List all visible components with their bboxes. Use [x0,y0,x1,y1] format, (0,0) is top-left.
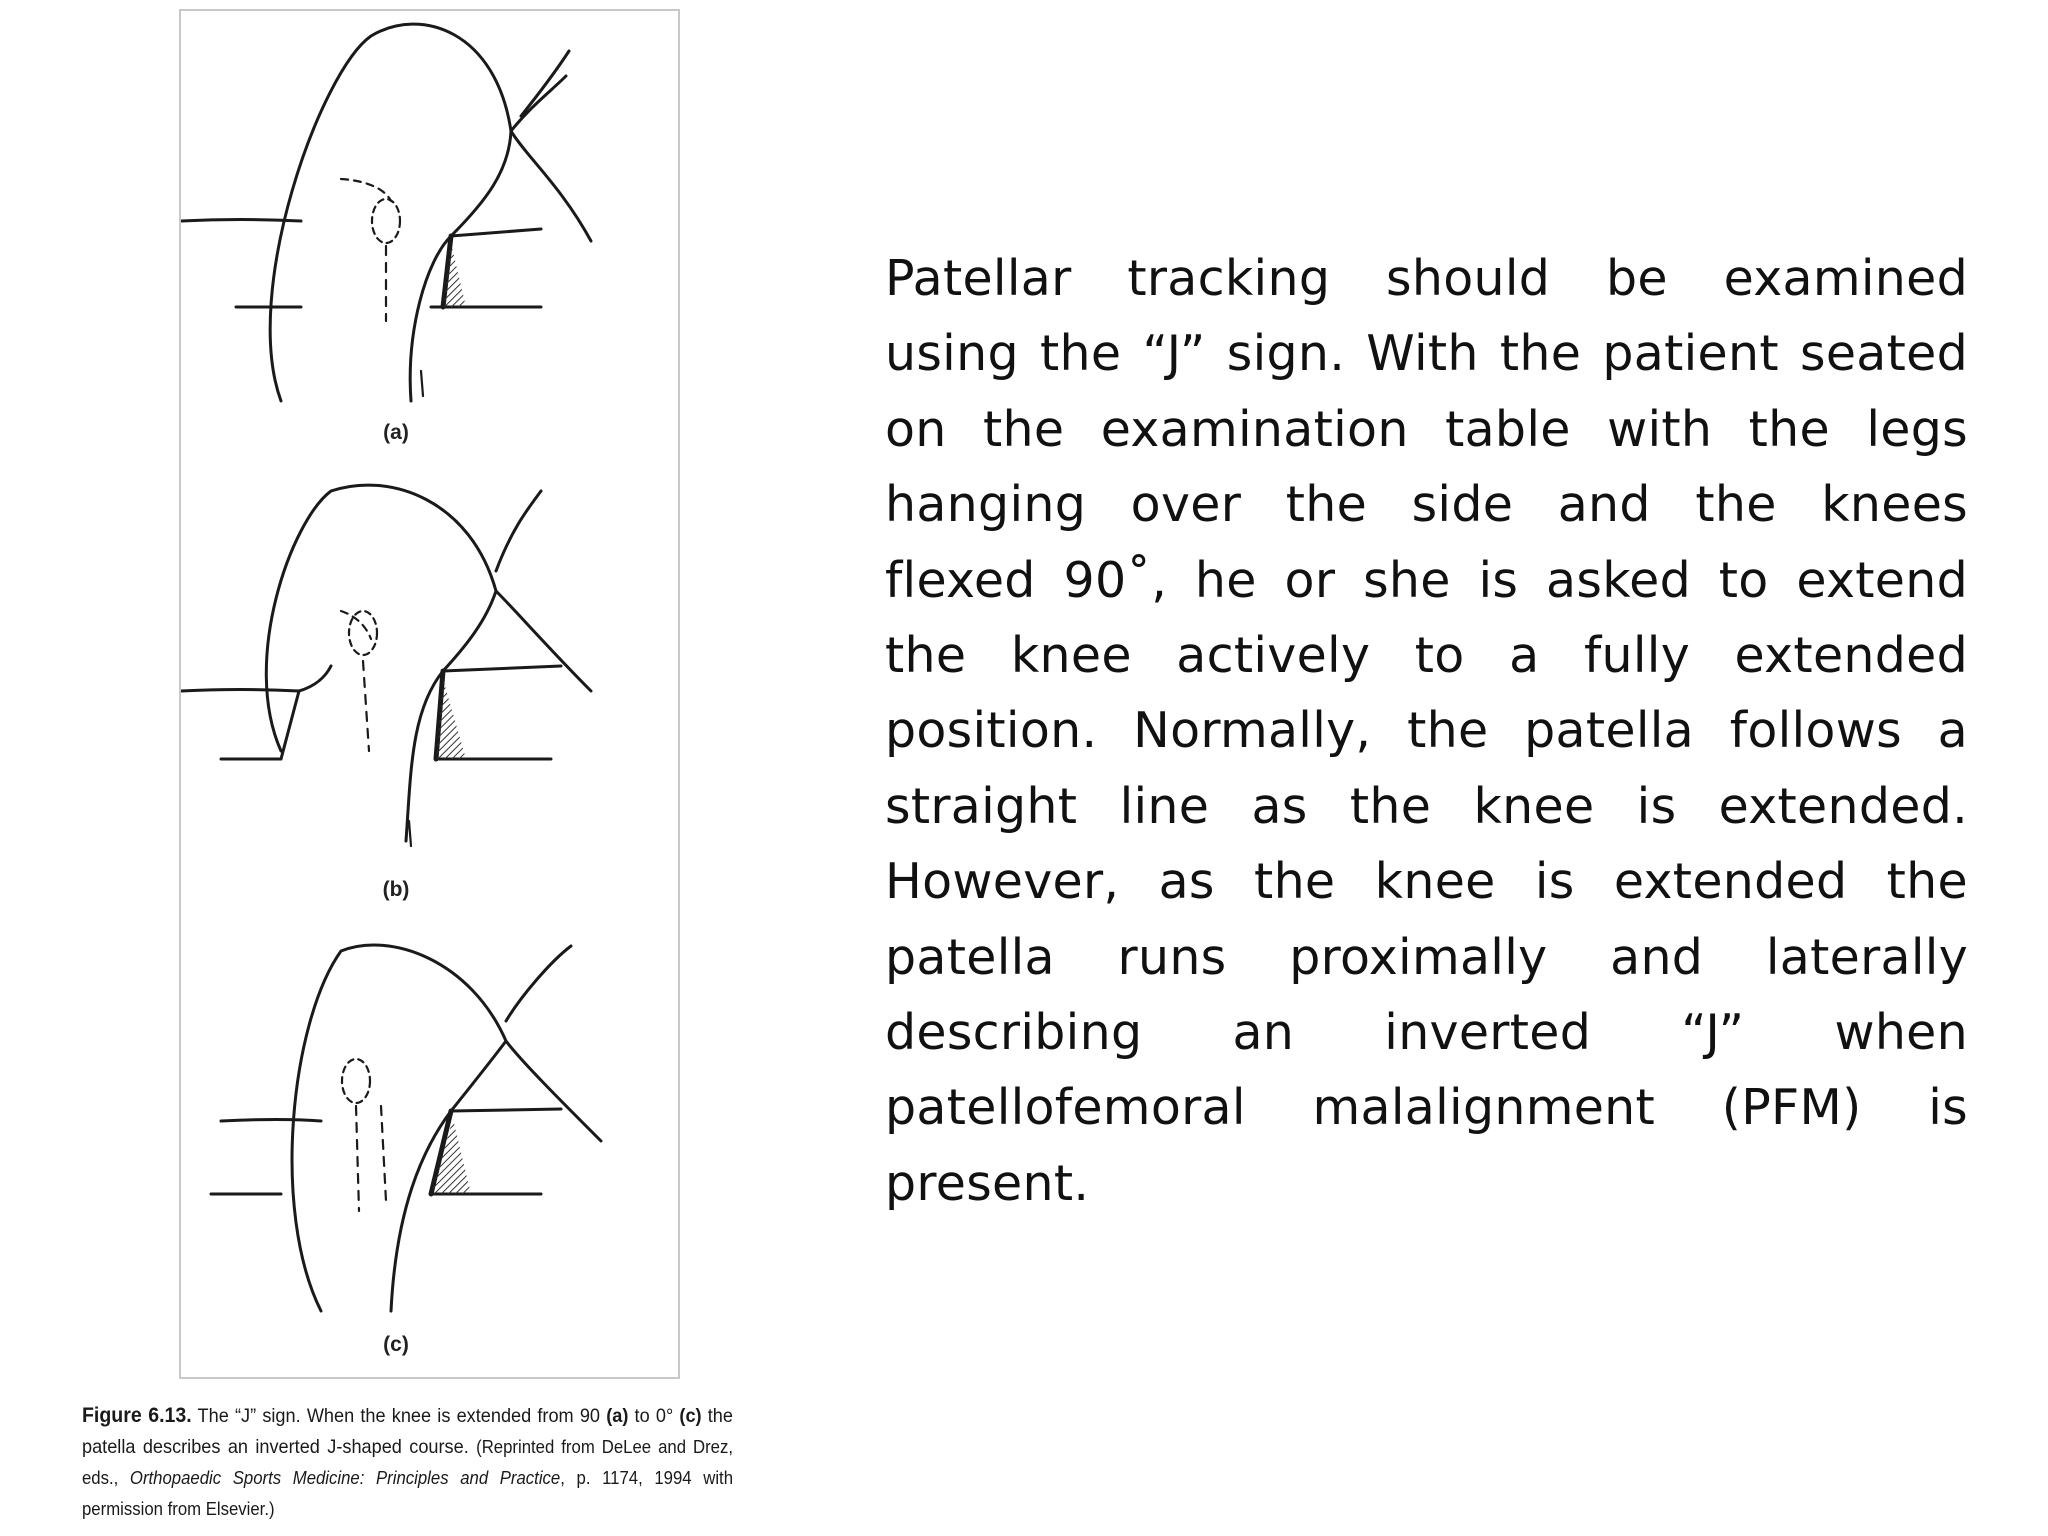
body-line: patellofemoral malalignment (PFM) is [885,1079,1968,1137]
panel-label-c: (c) [383,1333,409,1356]
caption-credit-end: , p. 1174, 1994 with permission from Elsevier.) [82,1468,733,1519]
body-line: patella runs proximally and laterally [885,928,1968,986]
body-line: present. [885,1154,1090,1212]
body-line: hanging over the side and the knees [885,476,1968,534]
body-line: However, as the knee is extended the [885,853,1968,911]
caption-ref-c: (c) [679,1405,702,1427]
panel-label-b: (b) [382,878,410,901]
body-line: using the “J” sign. With the patient seated [885,325,1968,383]
caption-credit-start: (Reprinted from DeLee and Drez, eds., [82,1437,734,1488]
body-line: Patellar tracking should be examined [885,250,1968,307]
figure-number: Figure 6.13. [82,1404,192,1427]
caption-credit-title: Orthopaedic Sports Medicine: Principles and Practice [129,1468,561,1488]
body-line: flexed 90˚, he or she is asked to extend [885,551,1968,609]
knee-drawing-b [181,485,591,846]
caption-part-1: The “J” sign. When the knee is extended from 90 [191,1405,607,1427]
figure-frame [179,9,680,1379]
caption-part-2: to 0° [628,1405,680,1427]
knee-drawing-a [181,24,591,401]
body-paragraph [885,241,1968,1221]
figure-caption [82,1400,733,1525]
caption-part-3: the patella describes an inverted J-shaped course. [82,1405,733,1458]
caption-ref-a: (a) [606,1405,629,1427]
body-line: position. Normally, the patella follows a [885,702,1968,760]
panel-label-a: (a) [383,421,409,444]
body-line: the knee actively to a fully extended [885,627,1968,685]
body-line: on the examination table with the legs [885,400,1968,458]
body-line: straight line as the knee is extended. [885,777,1968,835]
knee-drawing-c [211,945,601,1311]
body-line: describing an inverted “J” when [885,1004,1968,1062]
knee-illustration [181,11,678,1377]
